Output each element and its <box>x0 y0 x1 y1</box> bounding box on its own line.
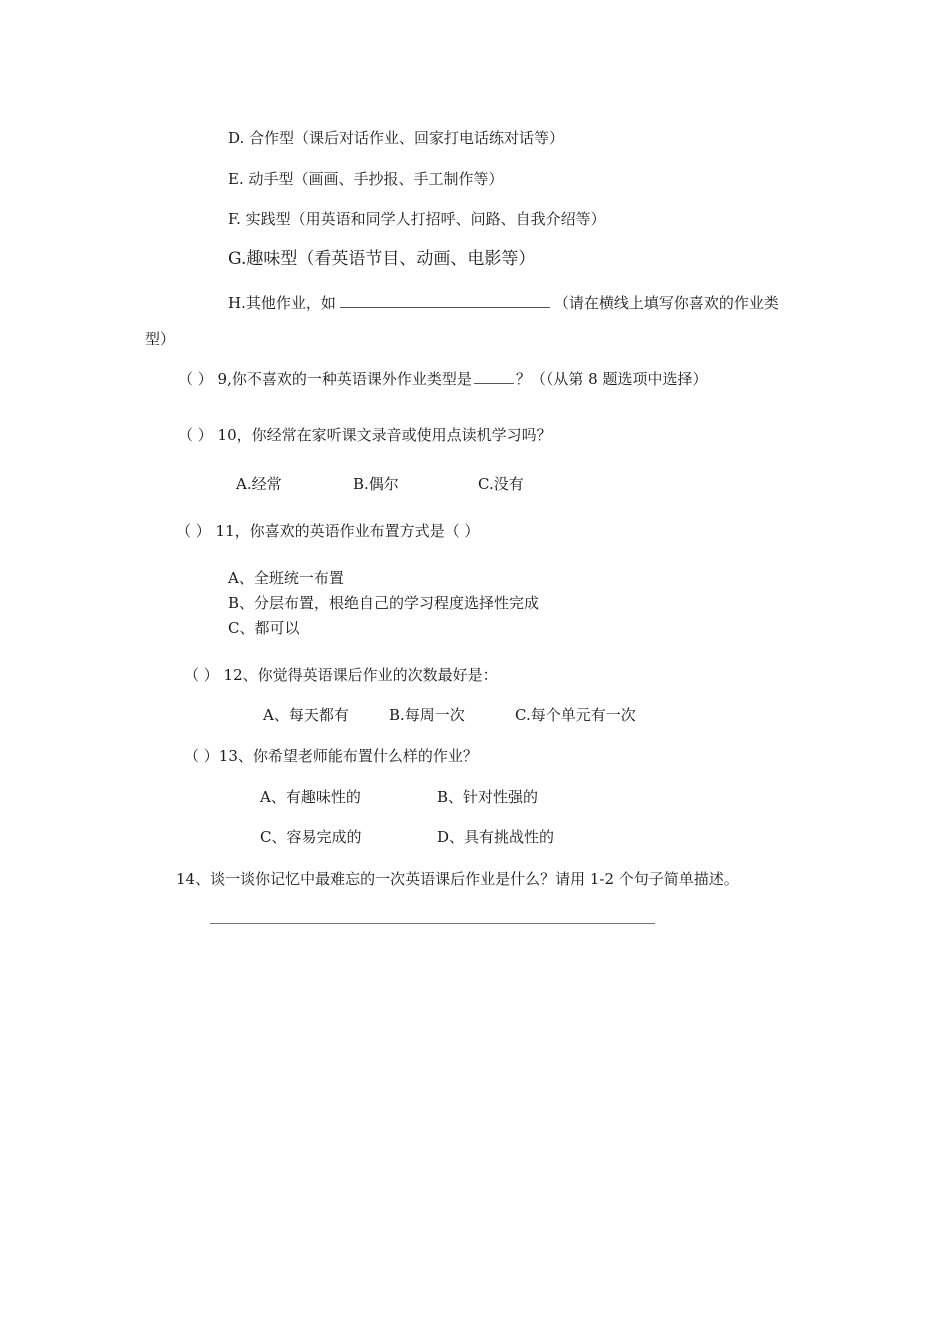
q12-option-a: A、每天都有 <box>263 706 349 724</box>
q13-answer-paren[interactable]: （ ） <box>184 747 219 765</box>
q11-answer-paren[interactable]: （ ） <box>176 522 211 540</box>
q11-option-c: C、都可以 <box>228 619 300 637</box>
question-12 <box>184 665 498 685</box>
q9-text-before: 9,你不喜欢的一种英语课外作业类型是 <box>212 370 472 388</box>
question-13 <box>184 746 478 766</box>
q8-option-f: F. 实践型（用英语和同学人打招呼、问路、自我介绍等） <box>228 210 606 228</box>
q8-option-h <box>228 293 779 313</box>
q13-option-a: A、有趣味性的 <box>260 788 361 806</box>
q12-option-c: C.每个单元有一次 <box>515 706 636 724</box>
q13-option-b: B、针对性强的 <box>437 788 539 806</box>
q11-option-b: B、分层布置，根绝自己的学习程度选择性完成 <box>228 594 540 612</box>
q10-answer-paren[interactable]: （ ） <box>178 426 213 444</box>
q10-text: 10，你经常在家听课文录音或使用点读机学习吗？ <box>212 426 552 444</box>
q8-option-h-prefix: H.其他作业，如 <box>228 294 336 312</box>
q14-answer-line[interactable] <box>210 923 655 924</box>
q12-answer-paren[interactable]: （ ） <box>184 666 219 684</box>
q10-option-c: C.没有 <box>478 475 524 493</box>
q8-option-d: D. 合作型（课后对话作业、回家打电话练对话等） <box>228 129 565 147</box>
q10-option-b: B.偶尔 <box>353 475 399 493</box>
q11-option-a: A、全班统一布置 <box>228 569 344 587</box>
q9-fill-blank[interactable] <box>474 369 514 384</box>
q13-option-d: D、具有挑战性的 <box>437 828 555 846</box>
q13-text: 13、你希望老师能布置什么样的作业？ <box>218 747 478 765</box>
q8-option-h-wrap: 型） <box>145 330 176 348</box>
question-9 <box>178 369 707 389</box>
q8-fill-blank[interactable] <box>340 293 550 308</box>
q10-option-a: A.经常 <box>236 475 282 493</box>
q12-text: 12、你觉得英语课后作业的次数最好是： <box>218 666 498 684</box>
q13-option-c: C、容易完成的 <box>260 828 362 846</box>
q12-option-b: B.每周一次 <box>389 706 465 724</box>
question-10 <box>178 425 552 445</box>
question-14: 14、谈一谈你记忆中最难忘的一次英语课后作业是什么？请用 1-2 个句子简单描述。 <box>176 870 739 888</box>
q8-option-h-suffix: （请在横线上填写你喜欢的作业类 <box>553 294 779 312</box>
question-11 <box>176 521 479 541</box>
q9-text-after: ？（（从第 8 题选项中选择） <box>515 370 708 388</box>
q9-answer-paren[interactable]: （ ） <box>178 370 213 388</box>
q8-option-e: E. 动手型（画画、手抄报、手工制作等） <box>228 170 504 188</box>
q11-text: 11，你喜欢的英语作业布置方式是（ ） <box>210 522 480 540</box>
q8-option-g: G.趣味型（看英语节目、动画、电影等） <box>228 249 536 269</box>
